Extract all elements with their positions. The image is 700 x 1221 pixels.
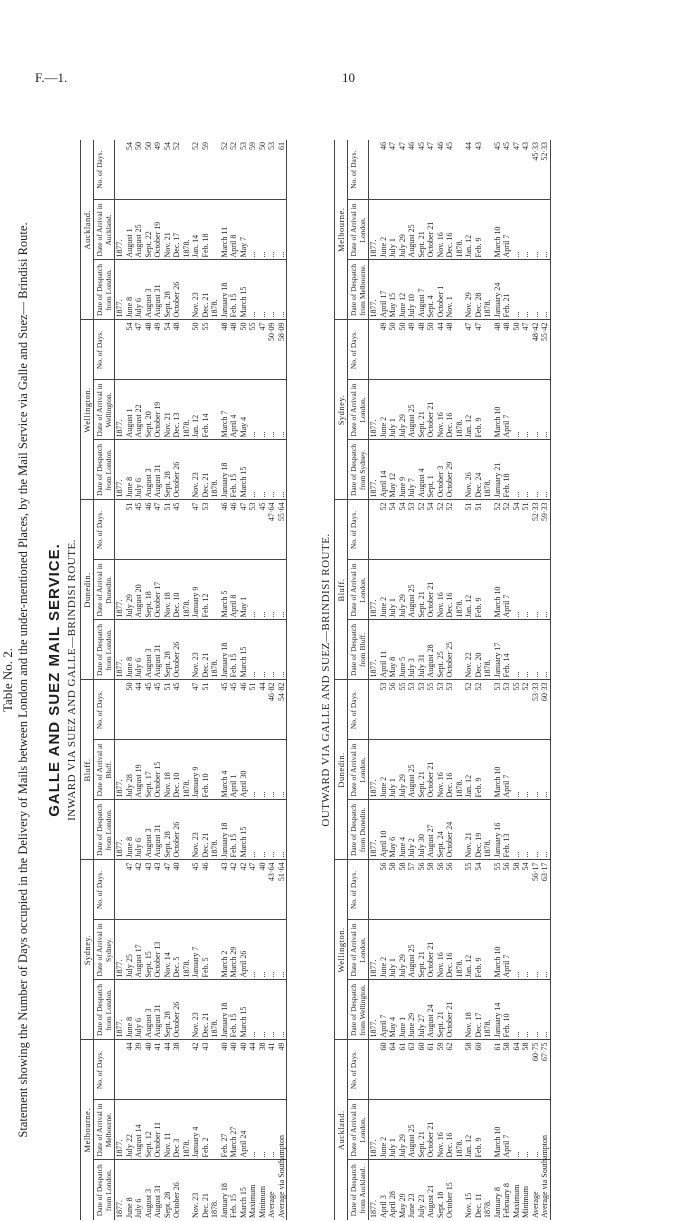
- out-group-1-col3-header: No. of Days.: [348, 860, 369, 920]
- statement-heading: Statement showing the Number of Days occupied in the Delivery of Mails between London and the under-mentioned Places, by the Mail Service via Galle and Suez— Brindisi Route.: [16, 222, 30, 1138]
- in-group-1-arr-values: 1877. July 25 August 17 Sept. 15 October 13 Nov. 14 Dec. 5 1878. January 7 Feb. 5 March 2 March 29 April 26 ... ... ... ...: [115, 941, 286, 978]
- out-group-0-arr-values: 1877. June 2 July 1 July 29 August 25 Sept. 21 October 21 Nov. 16 Dec. 16 1878. Jan. 12 Feb. 9 March 10 April 7 ... ... ...: [369, 1121, 540, 1158]
- out-group-2-city: Dunedin.: [335, 680, 348, 860]
- out-group-5-dep-values: 1877. April 17 May 15 June 12 July 10 August 7 Sept. 4 October 1 Nov. 1 Nov. 29 Dec. 28 1878. January 24 Feb. 21 ... ... ... ...: [369, 282, 549, 318]
- in-group-1-col1-header: Date of Despatch from London.: [94, 980, 115, 1040]
- in-group-0-col1-header: Date of Despatch from London.: [94, 1160, 115, 1220]
- out-group-2-arr-values: 1877. June 2 July 1 July 29 August 25 Sept. 21 October 21 Nov. 16 Dec. 16 1878. Jan. 12 Feb. 9 March 10 April 7 ... ... ... ...: [369, 761, 549, 798]
- in-group-0-days-values: 44 39 40 41 44 38 42 43 40 40 40 44 38 41 49: [124, 1042, 286, 1051]
- in-group-1-days-values: 47 42 43 43 47 40 45 46 43 42 42 47 40 43·64 51·64: [124, 862, 286, 882]
- out-group-5-col1-header: Date of Despatch from Melbourne.: [348, 260, 369, 320]
- out-group-3-dep-values: 1877. April 11 May 8 June 5 July 3 July 31 August 28 Sept. 25 October 25 Nov. 22 Dec. 20 1878. January 17 Feb. 14 ... ... ... ...: [369, 641, 549, 678]
- out-group-3-col2-header: Date of Arrival in London.: [348, 560, 369, 620]
- out-group-2-col3-header: No. of Days.: [348, 680, 369, 740]
- in-group-4-dep-values: 1877. June 8 July 6 August 3 August 31 Sept. 28 October 26 Nov. 23 Dec. 21 1878. January 18 Feb. 15 March 15 ... ... ... ...: [115, 461, 286, 498]
- out-group-2-col1-header: Date of Despatch from Dunedin.: [348, 800, 369, 860]
- out-group-3-days-values: 52 54 54 53 52 54 52 52 51 51 52 52 54 51 52·33 59·33: [378, 502, 549, 522]
- out-group-2-days-values: 53 56 55 53 53 55 53 53 52 52 53 53 55 52 53·33 60·33: [378, 682, 549, 702]
- rotated-table-sheet: [0, 140, 560, 1220]
- out-group-3-col3-header: No. of Days.: [348, 500, 369, 560]
- out-group-0-col3-header: No. of Days.: [348, 1040, 369, 1100]
- out-group-4-dep-values: 1877. April 14 May 12 June 9 July 7 August 4 Sept. 1 October 3 October 29 Nov. 26 Dec. 24 1878. January 21 Feb. 18 ... ... ... ...: [369, 461, 549, 498]
- inward-table: [80, 140, 287, 1220]
- in-group-1-dep-values: 1877. June 8 July 6 August 3 August 31 Sept. 28 October 26 Nov. 23 Dec. 21 1878. January 18 Feb. 15 March 15 ... ... ... ...: [115, 1001, 286, 1038]
- out-group-1-arr-values: 1877. June 2 July 1 July 29 August 25 Sept. 21 October 21 Nov. 16 Dec. 16 1878. Jan. 12 Feb. 9 March 10 April 7 ... ... ... ...: [369, 941, 549, 978]
- out-group-4-col3-header: No. of Days.: [348, 320, 369, 380]
- in-group-2-dep-values: 1877. June 8 July 6 August 3 August 31 Sept. 28 October 26 Nov. 23 Dec. 21 1878. January 18 Feb. 15 March 15 ... ... ... ...: [115, 821, 286, 858]
- out-group-1-city: Wellington.: [335, 860, 348, 1040]
- out-group-1-dep-values: 1877. April 7 May 4 June 1 June 29 July 27 August 24 Sept. 21 October 21 Nov. 18 Dec. 17 1878. January 14 Feb. 10 ... ... ... ...: [369, 1001, 549, 1038]
- out-group-1-col2-header: Date of Arrival in London.: [348, 920, 369, 980]
- out-group-5-days-values: 46 47 47 46 45 47 46 45 44 43 45 45 47 43 45·33 52·33: [378, 142, 549, 161]
- in-group-4-days-values: 54 47 48 49 54 48 50 55 48 48 50 55 47 50·09 58·09: [124, 322, 286, 342]
- inward-section: [66, 140, 287, 1220]
- in-group-0-arr-values: 1877. July 22 August 14 Sept. 12 October 11 Nov. 11 Dec 3 1878. January 4 Feb. 2 Feb. 27 March 27 April 24 ... ... ...: [115, 1122, 276, 1158]
- out-group-3-city: Bluff.: [335, 500, 348, 680]
- in-group-4-col1-header: Date of Despatch from London.: [94, 440, 115, 500]
- in-group-5-city: Auckland.: [81, 140, 94, 320]
- in-group-2-city: Bluff.: [81, 680, 94, 860]
- in-group-2-col2-header: Date of Arrival at Bluff.: [94, 740, 115, 800]
- out-group-3-arr-values: 1877. June 2 July 1 July 29 August 25 Sept. 21 October 21 Nov. 16 Dec. 16 1878. Jan. 12 Feb. 9 March 10 April 7 ... ... ... ...: [369, 581, 549, 618]
- service-title: GALLE AND SUEZ MAIL SERVICE.: [46, 543, 63, 817]
- in-group-3-dep-values: 1877. June 8 July 6 August 3 August 31 Sept. 28 October 26 Nov. 23 Dec. 21 1878. January 18 Feb. 15 March 15 ... ... ... ...: [115, 641, 286, 678]
- in-group-4-col2-header: Date of Arrival in Wellington.: [94, 380, 115, 440]
- table-number: Table No. 2.: [0, 647, 15, 713]
- in-group-3-col2-header: Date of Arrival in Dunedin.: [94, 560, 115, 620]
- out-group-4-days-values: 49 50 50 49 48 50 44 48 47 47 48 48 50 47 48·42 55·42: [378, 322, 549, 342]
- out-group-5-arr-values: 1877. June 2 July 1 July 29 August 25 Sept. 21 October 21 Nov. 16 Dec. 16 1878. Jan. 12 Feb. 9 March 10 April 7 ... ... ... ...: [369, 221, 549, 258]
- out-group-0-days-values: 60 64 61 63 60 61 59 62 58 60 61 58 64 58 60·75 67·75: [378, 1042, 549, 1062]
- out-group-0-col1-header: Date of Despatch from Auckland.: [348, 1160, 369, 1220]
- in-group-5-arr-values: 1877. August 1 August 25 Sept. 22 October 19 Nov. 21 Dec. 17 1878. Jan. 14 Feb. 18 March 11 April 8 May 7 ... ... ... ...: [115, 221, 286, 258]
- in-group-5-dep-values: 1877. June 8 July 6 August 3 August 31 Sept. 28 October 26 Nov. 23 Dec. 21 1878. January 18 Feb. 15 March 15 ... ... ... ...: [115, 281, 286, 318]
- in-group-5-col2-header: Date of Arrival in Auckland.: [94, 200, 115, 260]
- in-group-1-col3-header: No. of Days.: [94, 860, 115, 920]
- out-group-3-col1-header: Date of Despatch from Bluff.: [348, 620, 369, 680]
- outward-section: [320, 140, 551, 1220]
- in-group-4-city: Wellington.: [81, 320, 94, 500]
- out-group-5-col2-header: Date of Arrival in London.: [348, 200, 369, 260]
- in-group-4-col3-header: No. of Days.: [94, 320, 115, 380]
- outward-route-title: OUTWARD VIA GALLE AND SUEZ—BRINDISI ROUTE.: [320, 533, 332, 827]
- in-group-0-dep-values: 1877. June 8 July 6 August 3 August 31 Sept. 28 October 26 Nov. 23 Dec. 21 1878. January 18 Feb. 15 March 15 Maximum Minimum Average Average via Southampton: [115, 1135, 286, 1218]
- in-group-0-col3-header: No. of Days.: [94, 1040, 115, 1100]
- out-group-5-col3-header: No. of Days.: [348, 140, 369, 200]
- out-group-4-col1-header: Date of Despatch from Sydney.: [348, 440, 369, 500]
- in-group-3-city: Dunedin.: [81, 500, 94, 680]
- out-group-4-city: Sydney.: [335, 320, 348, 500]
- out-group-4-col2-header: Date of Arrival in London.: [348, 380, 369, 440]
- in-group-2-col3-header: No. of Days.: [94, 680, 115, 740]
- out-group-0-col2-header: Date of Arrival in London.: [348, 1100, 369, 1160]
- outward-table: [334, 140, 551, 1220]
- out-group-2-col2-header: Date of Arrival in London.: [348, 740, 369, 800]
- out-group-4-arr-values: 1877. June 2 July 1 July 29 August 25 Sept. 21 October 21 Nov. 16 Dec. 16 1878. Jan. 12 Feb. 9 March 10 April 7 ... ... ... ...: [369, 401, 549, 438]
- in-group-0-city: Melbourne.: [81, 1040, 94, 1220]
- in-group-5-col3-header: No. of Days.: [94, 140, 115, 200]
- out-group-0-dep-values: 1877. April 3 April 28 May 29 June 23 July 23 August 21 Sept. 18 October 15 Nov. 15 Dec. 11 1878. January 8 February 8 Maximum Minimum Average Average via Southampton: [369, 1135, 549, 1218]
- out-group-5-city: Melbourne.: [335, 140, 348, 320]
- in-group-3-days-values: 51 45 46 47 51 45 47 53 46 46 47 53 45 47·64 55·64: [124, 502, 286, 522]
- out-group-0-city: Auckland.: [335, 1040, 348, 1220]
- page-number: 10: [342, 70, 355, 85]
- in-group-3-col3-header: No. of Days.: [94, 500, 115, 560]
- in-group-2-col1-header: Date of Despatch from London.: [94, 800, 115, 860]
- page-reference: F.—1.: [35, 70, 68, 85]
- in-group-5-days-values: 54 50 50 49 54 52 52 59 52 52 53 59 50 53 61: [124, 142, 286, 150]
- out-group-1-days-values: 56 58 58 57 56 58 56 56 55 54 55 56 58 54 56·17 63·17: [378, 862, 549, 882]
- in-group-0-col2-header: Date of Arrival in Melbourne.: [94, 1100, 115, 1160]
- out-group-1-col1-header: Date of Despatch from Wellington.: [348, 980, 369, 1040]
- in-group-2-days-values: 50 44 45 45 51 45 47 51 45 45 46 51 44 46·82 54·82: [124, 682, 286, 702]
- in-group-5-col1-header: Date of Despatch from London.: [94, 260, 115, 320]
- inward-route-title: INWARD VIA SUEZ AND GALLE—BRINDISI ROUTE.: [66, 539, 78, 821]
- in-group-1-city: Sydney.: [81, 860, 94, 1040]
- in-group-1-col2-header: Date of Arrival in Sydney.: [94, 920, 115, 980]
- in-group-4-arr-values: 1877. August 1 August 22 Sept. 20 October 19 Nov. 21 Dec. 13 1878. Jan. 12 Feb. 14 March 7 April 4 May 4 ... ... ... ...: [115, 401, 286, 438]
- in-group-3-col1-header: Date of Despatch from London.: [94, 620, 115, 680]
- in-group-3-arr-values: 1877. July 29 August 20 Sept. 18 October 17 Nov. 18 Dec. 10 1878. January 9 Feb. 12 March 5 April 8 May 1 ... ... ... ...: [115, 581, 286, 618]
- out-group-2-dep-values: 1877. April 10 May 6 June 4 July 2 July 30 August 27 Sept. 24 October 24 Nov. 21 Dec. 19 1878. January 16 Feb. 13 ... ... ... ...: [369, 821, 549, 858]
- in-group-2-arr-values: 1877. July 28 August 19 Sept. 17 October 15 Nov. 18 Dec. 10 1878. January 9 Feb. 10 March 4 April 1 April 30 ... ... ... ...: [115, 761, 286, 798]
